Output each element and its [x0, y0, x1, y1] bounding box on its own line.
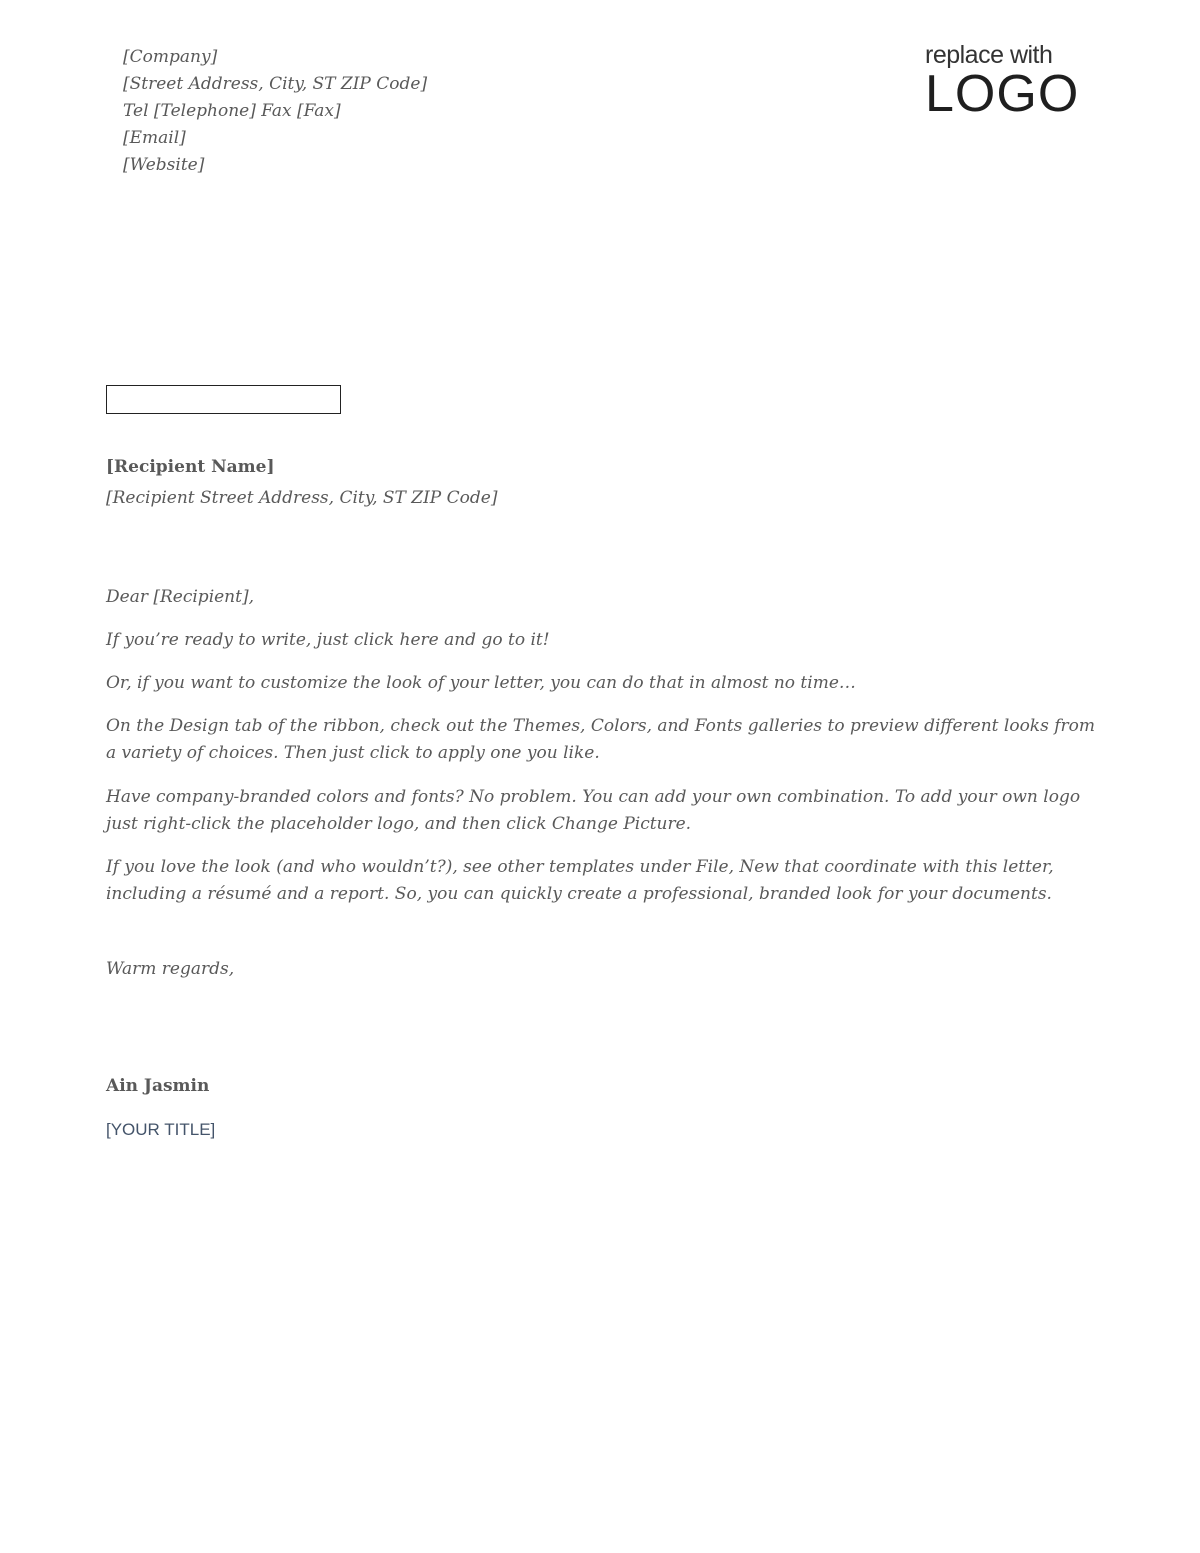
body-paragraph-1[interactable]: If you’re ready to write, just click here and go to it! [106, 630, 550, 650]
body-paragraph-3[interactable]: On the Design tab of the ribbon, check out the Themes, Colors, and Fonts galleries to preview different looks from a variety of choices. Then just click to apply one you like. [106, 716, 1096, 763]
sender-email[interactable]: [Email] [123, 128, 186, 148]
logo-text-logo: LOGO [925, 65, 1080, 123]
salutation[interactable]: Dear [Recipient], [106, 587, 255, 607]
signer-title[interactable]: [YOUR TITLE] [106, 1120, 216, 1139]
body-paragraph-2[interactable]: Or, if you want to customize the look of your letter, you can do that in almost no time… [106, 673, 856, 693]
sender-website[interactable]: [Website] [123, 155, 205, 175]
sender-block [123, 44, 427, 179]
sender-address[interactable]: [Street Address, City, ST ZIP Code] [123, 74, 428, 94]
logo-placeholder[interactable] [925, 40, 1085, 123]
date-field[interactable] [106, 385, 341, 414]
sender-company[interactable]: [Company] [123, 47, 218, 67]
recipient-name[interactable]: [Recipient Name] [106, 457, 275, 477]
body-paragraph-5[interactable]: If you love the look (and who wouldn’t?), see other templates under File, New that coordinate with this letter, including a résumé and a report. So, you can quickly create a professional, branded look for your documents. [106, 857, 1054, 904]
sender-phone-fax[interactable]: Tel [Telephone] Fax [Fax] [123, 101, 341, 121]
recipient-address[interactable]: [Recipient Street Address, City, ST ZIP Code] [106, 488, 498, 508]
signer-name[interactable]: Ain Jasmin [106, 1076, 210, 1096]
logo-text-replace-with: replace with [925, 41, 1053, 69]
body-paragraph-4[interactable]: Have company-branded colors and fonts? No problem. You can add your own combination. To add your own logo just right-click the placeholder logo, and then click Change Picture. [106, 787, 1081, 834]
closing[interactable]: Warm regards, [106, 959, 235, 979]
